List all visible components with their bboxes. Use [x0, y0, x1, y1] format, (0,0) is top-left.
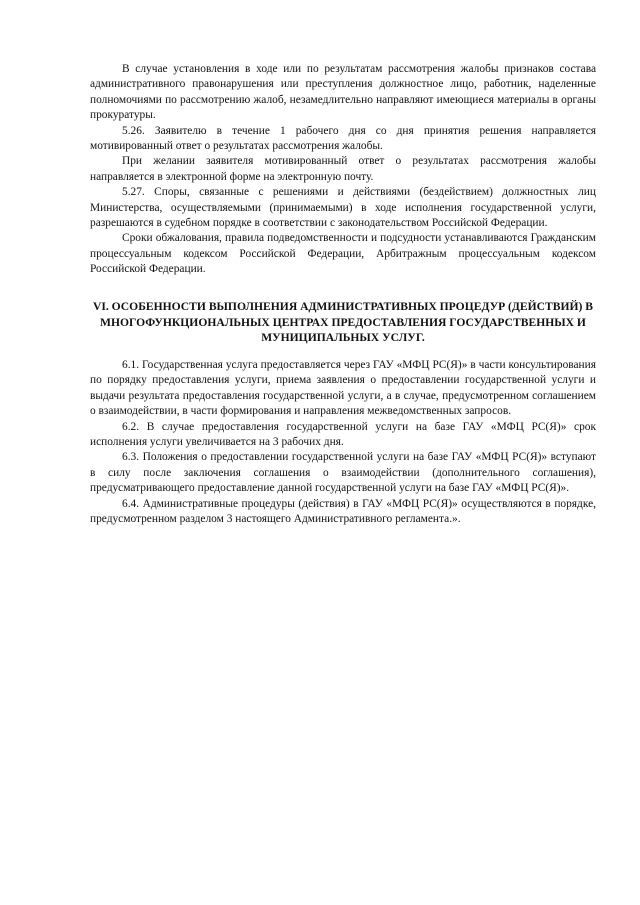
paragraph-6-2: 6.2. В случае предоставления государственной услуги на базе ГАУ «МФЦ РС(Я)» срок исполнения услуги увеличивается на 3 рабочих дня. [90, 420, 596, 449]
paragraph-5-27: 5.27. Споры, связанные с решениями и действиями (бездействием) должностных лиц Министерства, осуществляемыми (принимаемыми) в ходе исполнения государственной услуги, разрешаются в судебном порядке в соответствии с законодательством Российской Федерации. [90, 186, 596, 230]
section-6-heading: VI. ОСОБЕННОСТИ ВЫПОЛНЕНИЯ АДМИНИСТРАТИВНЫХ ПРОЦЕДУР (ДЕЙСТВИЙ) В МНОГОФУНКЦИОНАЛЬНЫХ ЦЕНТРАХ ПРЕДОСТАВЛЕНИЯ ГОСУДАРСТВЕННЫХ И МУНИЦИПАЛЬНЫХ УСЛУГ. [92, 300, 594, 345]
section-6-text [90, 358, 596, 527]
section-5-text [90, 62, 596, 278]
paragraph-5-26: 5.26. Заявителю в течение 1 рабочего дня со дня принятия решения направляется мотивированный ответ о результатах рассмотрения жалобы. [90, 124, 596, 153]
paragraph-electronic-response: При желании заявителя мотивированный ответ о результатах рассмотрения жалобы направляется в электронной форме на электронную почту. [90, 155, 596, 183]
paragraph-appeal-terms: Сроки обжалования, правила подведомственности и подсудности устанавливаются Гражданским процессуальным кодексом Российской Федерации, Арбитражным процессуальным кодексом Российской Федерации. [90, 232, 596, 276]
paragraph-prosecutor-referral: В случае установления в ходе или по результатам рассмотрения жалобы признаков состава административного правонарушения или преступления должностное лицо, работник, наделенные полномочиями по рассмотрению жалоб, незамедлительно направляют имеющиеся материалы в органы прокуратуры. [90, 63, 596, 122]
paragraph-6-4: 6.4. Административные процедуры (действия) в ГАУ «МФЦ РС(Я)» осуществляются в порядке, предусмотренном разделом 3 настоящего Административного регламента.». [90, 497, 596, 526]
paragraph-6-3: 6.3. Положения о предоставлении государственной услуги на базе ГАУ «МФЦ РС(Я)» вступают в силу после заключения соглашения о взаимодействии (дополнительного соглашения), предусматривающего предоставление данной государственной услуги на базе ГАУ «МФЦ РС(Я)». [90, 451, 596, 495]
paragraph-6-1: 6.1. Государственная услуга предоставляется через ГАУ «МФЦ РС(Я)» в части консультирования по порядку предоставления услуги, приема заявления о предоставлении государственной услуги и выдачи результата предоставления государственной услуги, а в случае, предусмотренном соглашением о взаимодействии, в части формирования и направления межведомственных запросов. [90, 359, 596, 418]
